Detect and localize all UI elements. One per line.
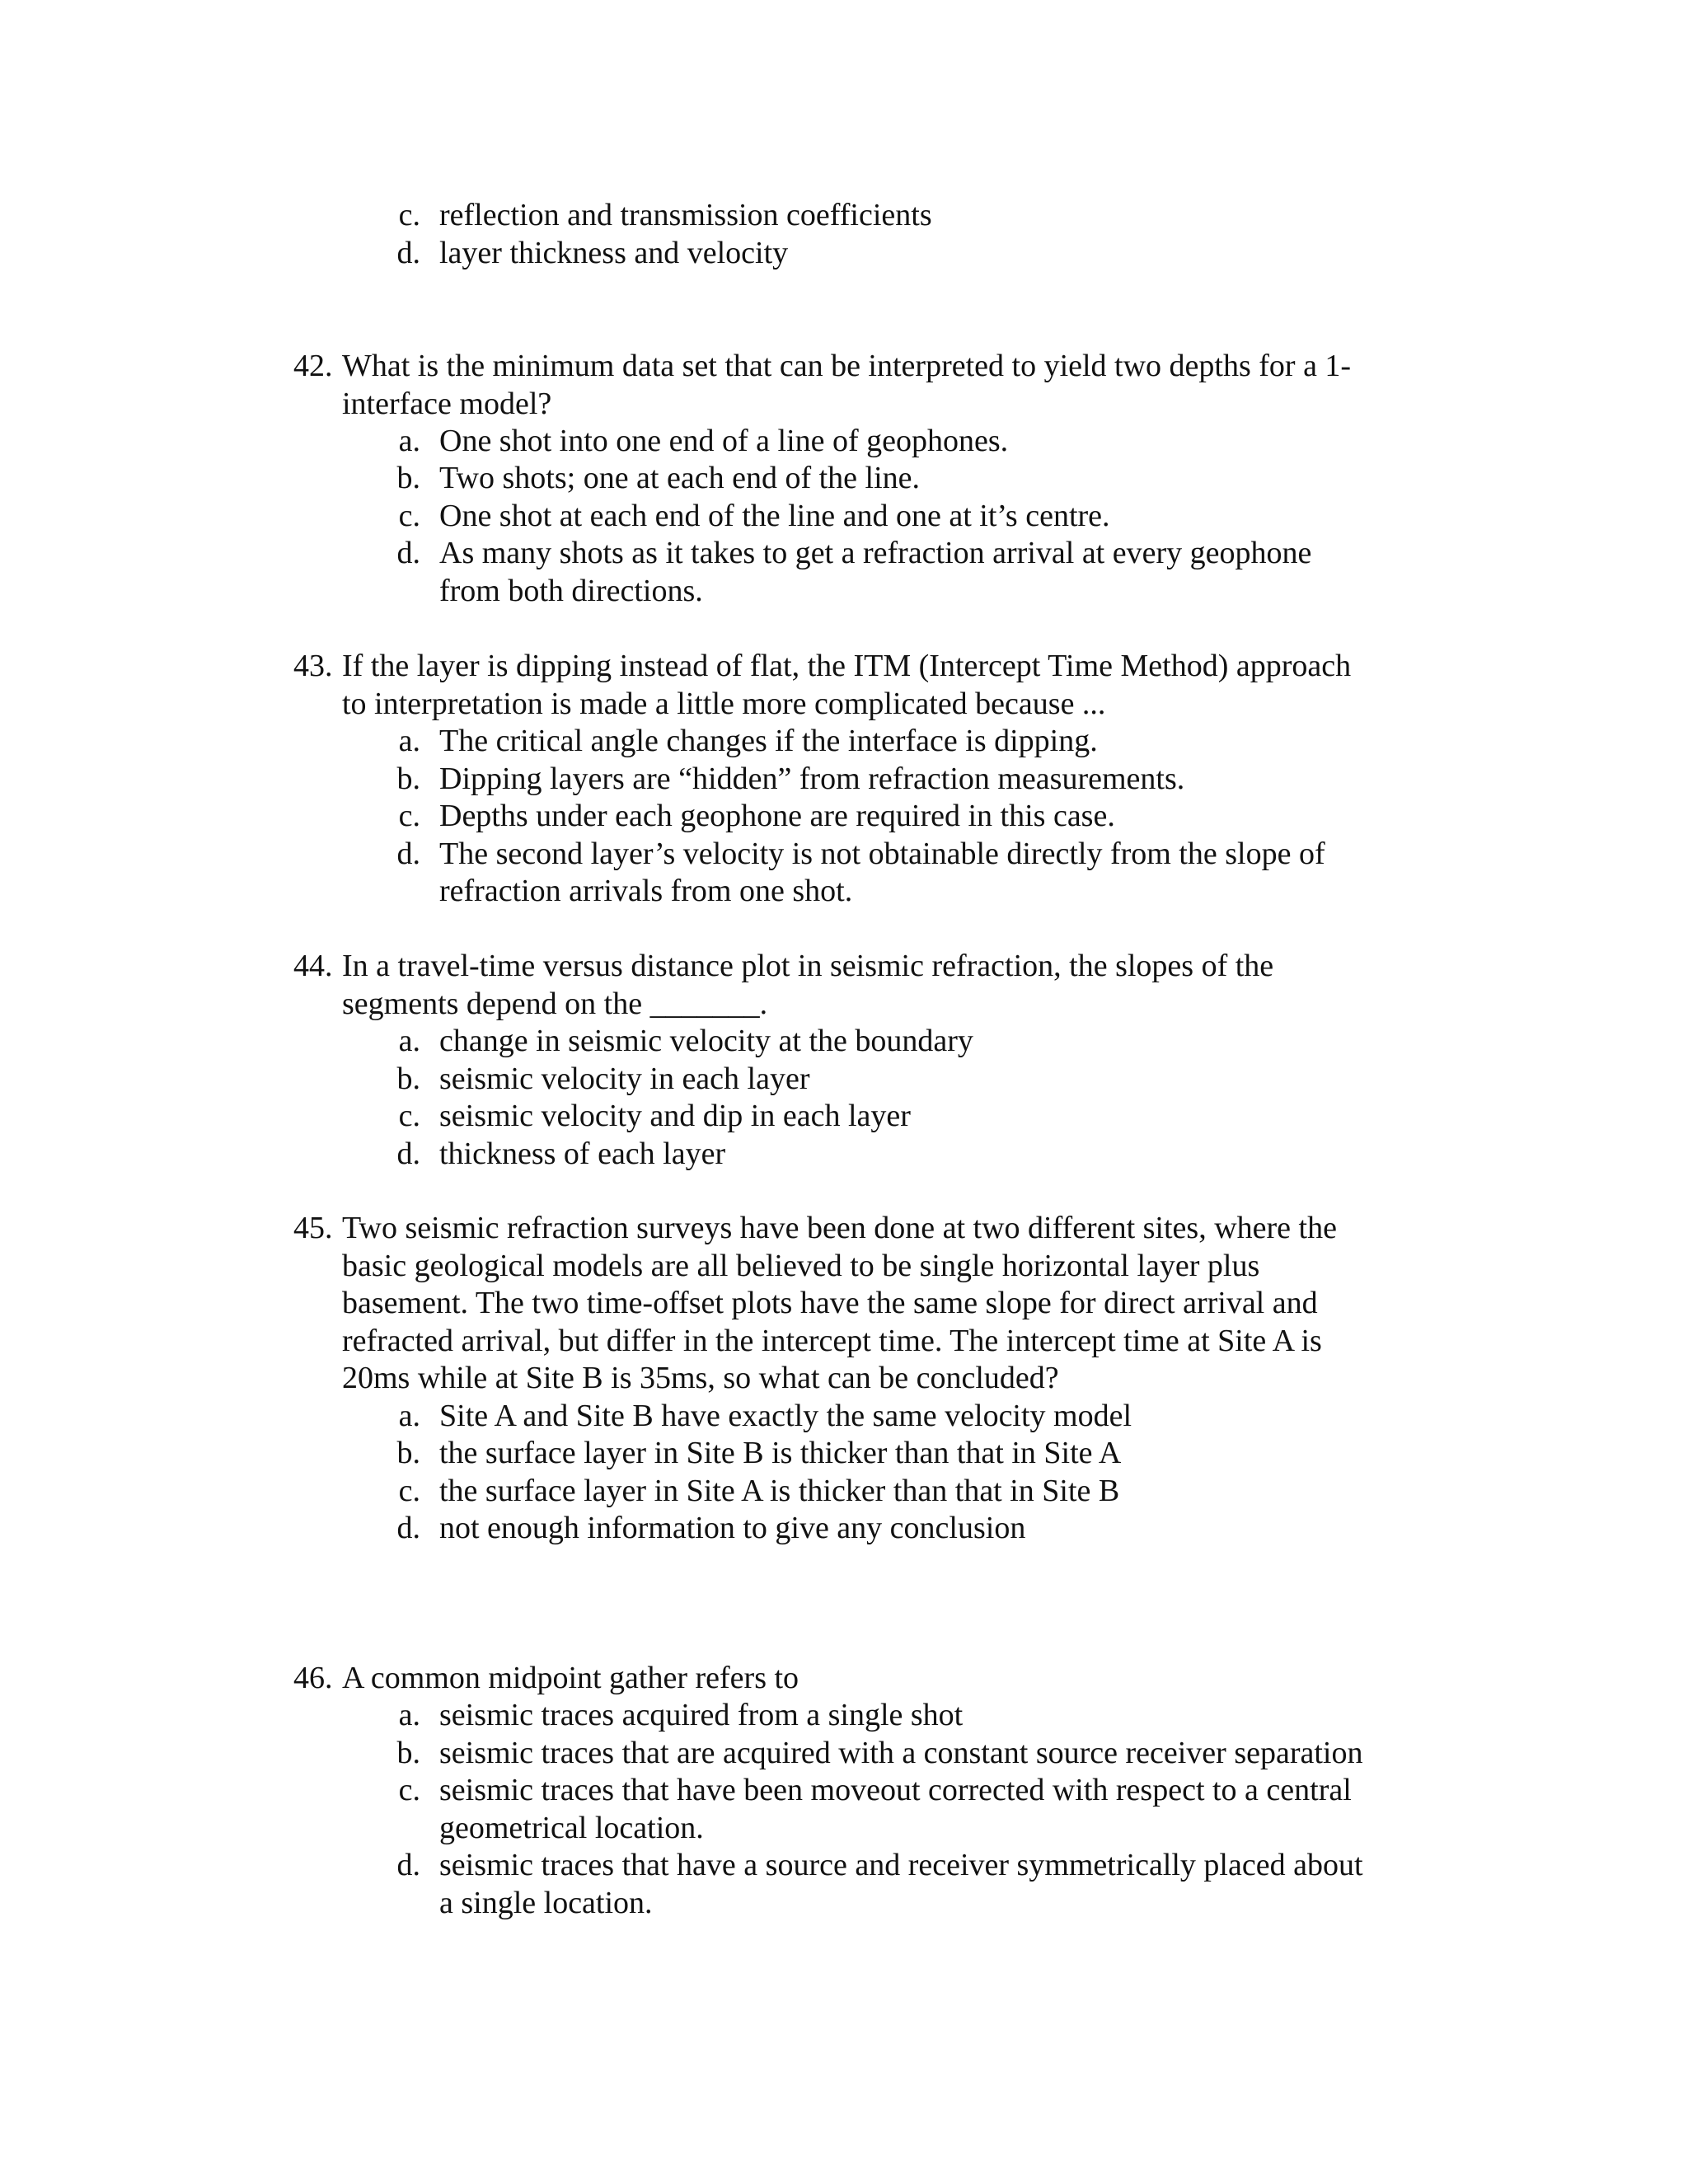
option-text: from both directions. — [439, 574, 703, 608]
option-letter: b. — [396, 1062, 420, 1096]
option-letter: c. — [398, 1474, 420, 1508]
question-number: 45. — [293, 1211, 333, 1245]
option-letter: c. — [398, 1099, 420, 1133]
option-letter: b. — [396, 1436, 420, 1470]
option-letter: b. — [396, 762, 420, 796]
option-text: a single location. — [439, 1886, 653, 1920]
option-text: change in seismic velocity at the boundary — [439, 1024, 973, 1058]
option-letter: d. — [396, 837, 420, 871]
option-text: seismic velocity in each layer — [439, 1062, 810, 1096]
option-text: the surface layer in Site A is thicker than that in Site B — [439, 1474, 1120, 1508]
option-text: thickness of each layer — [439, 1137, 726, 1171]
option-letter: a. — [398, 724, 420, 758]
option-text: refraction arrivals from one shot. — [439, 874, 853, 908]
option-letter: d. — [396, 236, 420, 270]
question-stem-line: segments depend on the _______. — [342, 987, 768, 1021]
option-text: Depths under each geophone are required in this case. — [439, 799, 1115, 833]
option-text: Site A and Site B have exactly the same velocity model — [439, 1399, 1132, 1433]
option-letter: c. — [398, 198, 420, 232]
option-text: As many shots as it takes to get a refraction arrival at every geophone — [439, 536, 1312, 570]
question-number: 42. — [293, 349, 333, 383]
option-text: The critical angle changes if the interface is dipping. — [439, 724, 1098, 758]
option-letter: a. — [398, 424, 420, 458]
question-stem-line: Two seismic refraction surveys have been done at two different sites, where the — [342, 1211, 1337, 1245]
option-letter: b. — [396, 1736, 420, 1770]
option-text: One shot into one end of a line of geophones. — [439, 424, 1009, 458]
option-text: seismic traces that have been moveout corrected with respect to a central — [439, 1773, 1352, 1807]
option-letter: a. — [398, 1698, 420, 1732]
option-letter: c. — [398, 799, 420, 833]
question-stem-line: If the layer is dipping instead of flat, the ITM (Intercept Time Method) approach — [342, 649, 1352, 683]
option-text: The second layer’s velocity is not obtainable directly from the slope of — [439, 837, 1325, 871]
question-number: 46. — [293, 1661, 333, 1695]
option-letter: a. — [398, 1024, 420, 1058]
option-text: Two shots; one at each end of the line. — [439, 461, 921, 495]
question-stem-line: basement. The two time-offset plots have the same slope for direct arrival and — [342, 1286, 1318, 1320]
question-stem-line: In a travel-time versus distance plot in seismic refraction, the slopes of the — [342, 949, 1274, 983]
question-stem-line: What is the minimum data set that can be interpreted to yield two depths for a 1- — [342, 349, 1352, 383]
option-text: reflection and transmission coefficients — [439, 198, 932, 232]
option-letter: d. — [396, 1137, 420, 1171]
question-stem-line: A common midpoint gather refers to — [342, 1661, 799, 1695]
question-stem-line: 20ms while at Site B is 35ms, so what can be concluded? — [342, 1361, 1059, 1395]
option-text: seismic traces that have a source and receiver symmetrically placed about — [439, 1848, 1363, 1882]
option-text: seismic traces that are acquired with a constant source receiver separation — [439, 1736, 1363, 1770]
option-letter: c. — [398, 1773, 420, 1807]
question-stem-line: basic geological models are all believed to be single horizontal layer plus — [342, 1249, 1260, 1283]
option-text: layer thickness and velocity — [439, 236, 789, 270]
option-text: not enough information to give any conclusion — [439, 1511, 1026, 1545]
option-letter: d. — [396, 1848, 420, 1882]
option-letter: c. — [398, 499, 420, 533]
option-text: One shot at each end of the line and one at it’s centre. — [439, 499, 1110, 533]
question-stem-line: interface model? — [342, 387, 552, 421]
question-number: 43. — [293, 649, 333, 683]
option-letter: d. — [396, 536, 420, 570]
option-text: the surface layer in Site B is thicker than that in Site A — [439, 1436, 1122, 1470]
question-number: 44. — [293, 949, 333, 983]
option-text: Dipping layers are “hidden” from refraction measurements. — [439, 762, 1185, 796]
question-stem-line: to interpretation is made a little more complicated because ... — [342, 687, 1106, 721]
option-text: geometrical location. — [439, 1811, 704, 1845]
option-letter: b. — [396, 461, 420, 495]
question-stem-line: refracted arrival, but differ in the intercept time. The intercept time at Site A is — [342, 1324, 1322, 1358]
option-text: seismic traces acquired from a single shot — [439, 1698, 964, 1732]
option-text: seismic velocity and dip in each layer — [439, 1099, 911, 1133]
option-letter: a. — [398, 1399, 420, 1433]
option-letter: d. — [396, 1511, 420, 1545]
